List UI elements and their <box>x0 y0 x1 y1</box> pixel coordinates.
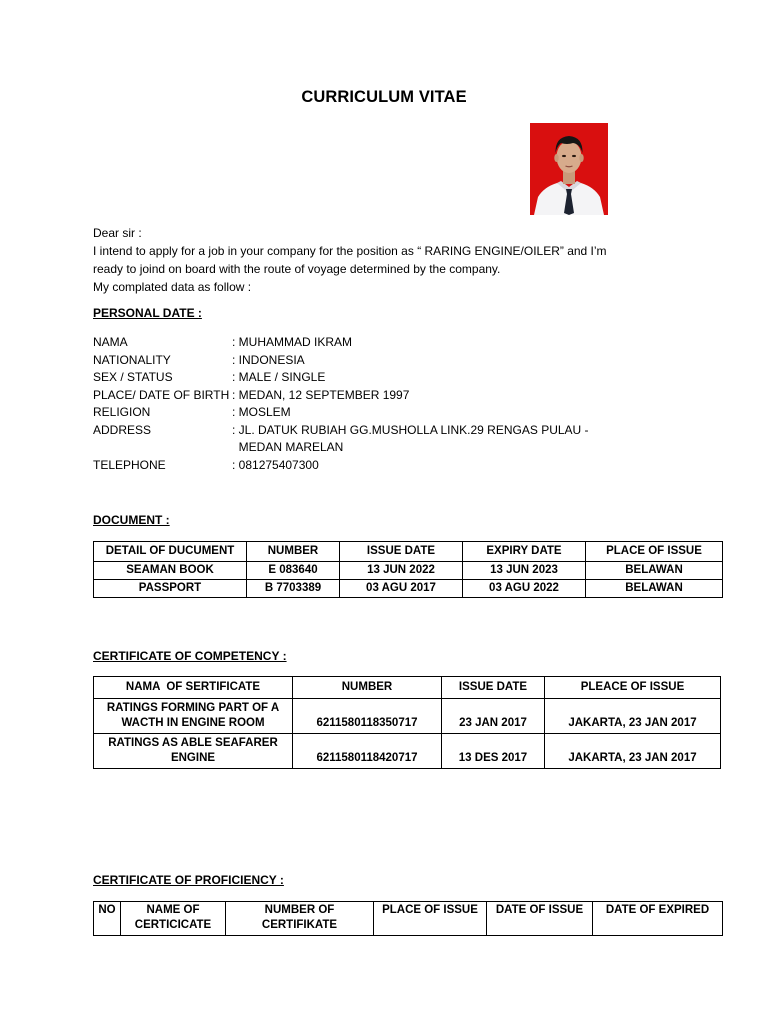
personal-label: ADDRESS <box>93 422 152 437</box>
column-header: DETAIL OF DUCUMENT <box>94 542 247 562</box>
letter-line: ready to joind on board with the route of voyage determined by the company. <box>93 262 501 276</box>
document-heading: DOCUMENT : <box>93 513 170 527</box>
column-header: NUMBER <box>247 542 340 562</box>
table-cell: PASSPORT <box>94 580 247 598</box>
table-cell: RATINGS AS ABLE SEAFARER ENGINE <box>94 734 293 769</box>
table-cell: 03 AGU 2022 <box>463 580 586 598</box>
column-header: PLEACE OF ISSUE <box>545 677 721 699</box>
column-header: PLACE OF ISSUE <box>374 902 487 936</box>
table-cell: 6211580118420717 <box>293 734 442 769</box>
table-cell: BELAWAN <box>586 580 723 598</box>
document-table <box>93 541 723 598</box>
personal-value: : MEDAN, 12 SEPTEMBER 1997 <box>232 387 410 402</box>
column-header: NAMA OF SERTIFICATE <box>94 677 293 699</box>
table-cell: 13 JUN 2023 <box>463 562 586 580</box>
personal-label: NAMA <box>93 335 128 349</box>
table-cell: 23 JAN 2017 <box>442 699 545 734</box>
personal-value: : JL. DATUK RUBIAH GG.MUSHOLLA LINK.29 RENGAS PULAU - <box>232 422 589 437</box>
table-row <box>94 734 721 769</box>
table-cell: 13 JUN 2022 <box>340 562 463 580</box>
personal-label: SEX / STATUS <box>93 370 173 384</box>
table-row <box>94 699 721 734</box>
portrait-photo <box>530 123 608 215</box>
table-cell: 6211580118350717 <box>293 699 442 734</box>
column-header: ISSUE DATE <box>442 677 545 699</box>
column-header: NO <box>94 902 121 936</box>
column-header: DATE OF EXPIRED <box>593 902 723 936</box>
table-row <box>94 562 723 580</box>
table-cell: RATINGS FORMING PART OF A WACTH IN ENGINE ROOM <box>94 699 293 734</box>
table-row <box>94 580 723 598</box>
letter-greeting: Dear sir : <box>93 226 142 240</box>
proficiency-table <box>93 901 723 936</box>
personal-value: MEDAN MARELAN <box>232 440 344 454</box>
competency-heading: CERTIFICATE OF COMPETENCY : <box>93 649 287 663</box>
letter-line: I intend to apply for a job in your company for the position as “ RARING ENGINE/OILER” and I’m <box>93 244 607 258</box>
personal-data-heading: PERSONAL DATE : <box>93 306 202 320</box>
table-cell: JAKARTA, 23 JAN 2017 <box>545 734 721 769</box>
table-header-row <box>94 677 721 699</box>
table-header-row <box>94 902 723 936</box>
page-title: CURRICULUM VITAE <box>301 88 467 106</box>
column-header: ISSUE DATE <box>340 542 463 562</box>
table-cell: 13 DES 2017 <box>442 734 545 769</box>
table-cell: E 083640 <box>247 562 340 580</box>
table-cell: 03 AGU 2017 <box>340 580 463 598</box>
proficiency-heading: CERTIFICATE OF PROFICIENCY : <box>93 873 284 887</box>
table-cell: JAKARTA, 23 JAN 2017 <box>545 699 721 734</box>
personal-label: TELEPHONE <box>93 457 166 472</box>
personal-label: NATIONALITY <box>93 352 171 367</box>
cover-letter <box>93 224 693 296</box>
personal-label: RELIGION <box>93 405 151 419</box>
personal-value: : 081275407300 <box>232 457 319 472</box>
column-header: PLACE OF ISSUE <box>586 542 723 562</box>
letter-line: My complated data as follow : <box>93 280 252 294</box>
column-header: DATE OF ISSUE <box>487 902 593 936</box>
column-header: NAME OF CERTICICATE <box>121 902 226 936</box>
column-header: NUMBER <box>293 677 442 699</box>
table-cell: B 7703389 <box>247 580 340 598</box>
table-header-row <box>94 542 723 562</box>
personal-value: : MOSLEM <box>232 405 291 419</box>
portrait-icon <box>530 123 608 215</box>
column-header: NUMBER OF CERTIFIKATE <box>226 902 374 936</box>
personal-value: : MALE / SINGLE <box>232 370 326 384</box>
table-cell: BELAWAN <box>586 562 723 580</box>
column-header: EXPIRY DATE <box>463 542 586 562</box>
personal-label: PLACE/ DATE OF BIRTH <box>93 387 230 402</box>
competency-table <box>93 676 721 769</box>
personal-value: : INDONESIA <box>232 352 305 367</box>
table-cell: SEAMAN BOOK <box>94 562 247 580</box>
personal-value: : MUHAMMAD IKRAM <box>232 335 352 349</box>
